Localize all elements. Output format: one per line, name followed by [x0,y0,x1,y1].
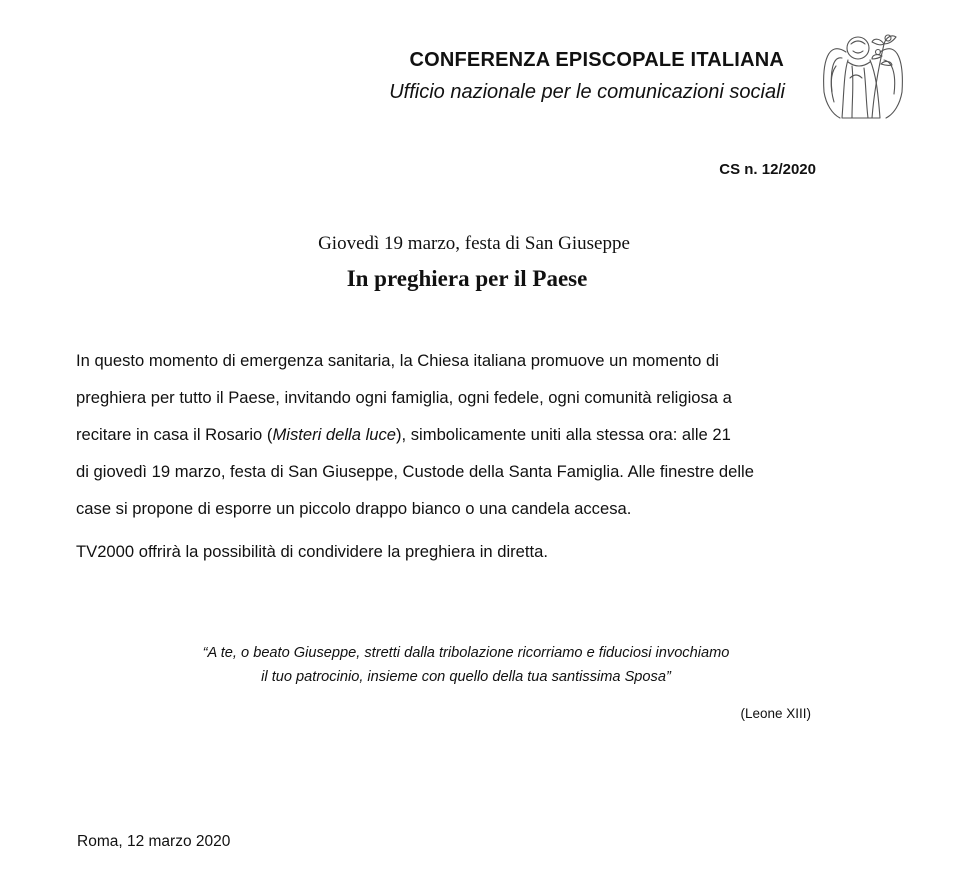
body-line: In questo momento di emergenza sanitaria, la Chiesa italiana promuove un momento di [76,351,719,370]
quote-line: il tuo patrocinio, insieme con quello della tua santissima Sposa” [261,669,671,685]
office-name: Ufficio nazionale per le comunicazioni sociali [389,81,785,103]
body-paragraph [76,342,836,527]
organization-name: CONFERENZA EPISCOPALE ITALIANA [409,49,784,71]
body-line [76,416,836,453]
body-line: di giovedì 19 marzo, festa di San Giuseppe, Custode della Santa Famiglia. Alle finestre delle [76,462,754,481]
document-title-text: In preghiera per il Paese [346,266,588,291]
quote-line: “A te, o beato Giuseppe, stretti dalla tribolazione ricorriamo e fiduciosi invochiamo [202,645,730,661]
body-text: recitare in casa il Rosario ( [76,425,273,444]
press-release-number: CS n. 12/2020 [719,161,816,178]
body-text: ), simbolicamente uniti alla stessa ora: alle 21 [396,425,731,444]
rosary-mysteries: Misteri della luce [272,425,397,444]
prayer-quote [0,641,960,689]
broadcast-note: TV2000 offrirà la possibilità di condividere la preghiera in diretta. [76,542,548,561]
event-date [0,233,960,255]
event-date-text: Giovedì 19 marzo, festa di San Giuseppe [318,233,630,254]
quote-author: (Leone XIII) [740,706,811,721]
body-line: preghiera per tutto il Paese, invitando ogni famiglia, ogni fedele, ogni comunità religiosa a [76,388,732,407]
body-line: case si propone di esporre un piccolo drappo bianco o una candela accesa. [76,499,632,518]
document-title [0,266,960,292]
place-and-date: Roma, 12 marzo 2020 [77,833,231,850]
angel-with-lily-logo-icon [818,22,908,124]
